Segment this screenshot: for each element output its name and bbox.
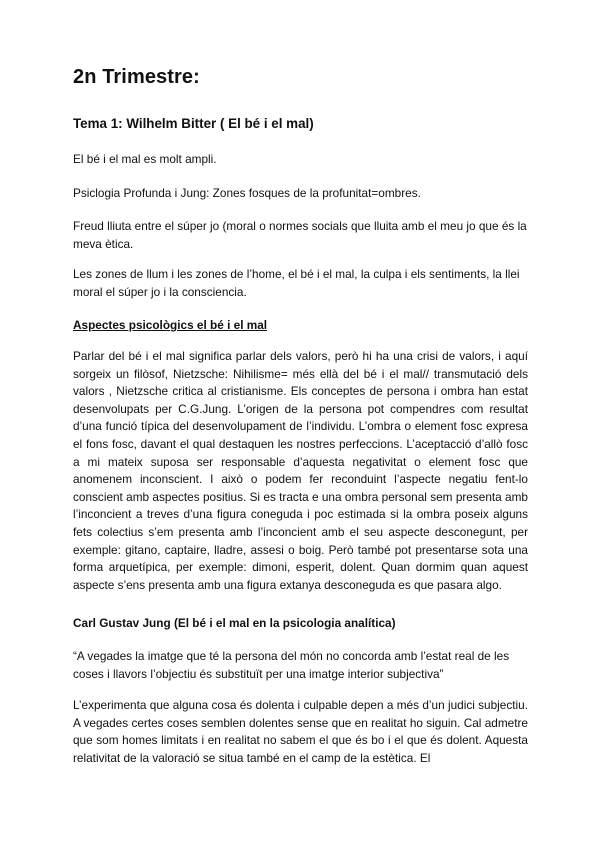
paragraph-2: Psiclogia Profunda i Jung: Zones fosques de la profunitat=ombres.	[73, 186, 421, 200]
section-heading-aspectes: Aspectes psicològics el bé i el mal	[73, 318, 268, 332]
section-body-aspectes: Parlar del bé i el mal significa parlar dels valors, però hi ha una crisi de valors, i aquí sorgeix un filòsof, Nietzsche: Nihilisme= més ellà del bé i el mal// transmutació dels valors , Nietzsche critica al cristianisme. Els conceptes de persona i ombra han estat desenvolupats per C.G.Jung. L’origen de la persona pot compendres com resultat d’una funció típica del desenvolupament de l’individu. L’ombra o element fosc expresa el fons fosc, davant el qual destaquen les nostres perfeccions. L’aceptacció d’allò fosc a mi mateix suposa ser responsable d’aquesta negativitat o element fosc que anomenem inconscient. I això o podem fer reconduint l’aspecte negatiu fent-lo conscient amb aspectes positius. Si es tracta e una ombra personal sem presenta amb l’inconcient a treves d’una figura coneguda i poc estimada si la ombra poseix alguns fets colectius s’em presenta amb l’inconcient amb el seu aspecte desconegunt, per exemple: gitano, captaire, lladre, assesi o boig. Però també pot presentarse sota una forma arquetípica, per exemple: dimoni, esperit, dolent. Quan dormim quan aquest aspecte s’ens presenta amb una figura extanya desconeguda es que pasara algo.	[73, 349, 528, 592]
jung-quote: “A vegades la imatge que té la persona del món no concorda amb l’estat real de les coses i llavors l’objectiu és substituït per una imatge interior subjectiva”	[73, 649, 510, 681]
page-title: 2n Trimestre:	[73, 66, 200, 88]
section-heading-jung: Carl Gustav Jung (El bé i el mal en la psicologia analítica)	[73, 616, 396, 630]
section-body-jung: L’experimenta que alguna cosa és dolenta i culpable depen a més d’un judici subjectiu. A vegades certes coses semblen dolentes sense que en realitat ho siguin. Cal admetre que som homes limitats i en realitat no sabem el que és bo i el que és dolent. Aquesta relativitat de la valoració se situa també en el camp de la estètica. El	[73, 698, 528, 765]
paragraph-3: Freud lliuta entre el súper jo (moral o normes socials que lluita amb el meu jo que és la meva ètica.	[73, 219, 527, 251]
paragraph-4: Les zones de llum i les zones de l’home, el bé i el mal, la culpa i els sentiments, la llei moral el súper jo i la consciencia.	[73, 267, 520, 299]
paragraph-1: El bé i el mal es molt ampli.	[73, 152, 217, 166]
topic-heading: Tema 1: Wilhelm Bitter ( El bé i el mal)	[73, 116, 314, 131]
